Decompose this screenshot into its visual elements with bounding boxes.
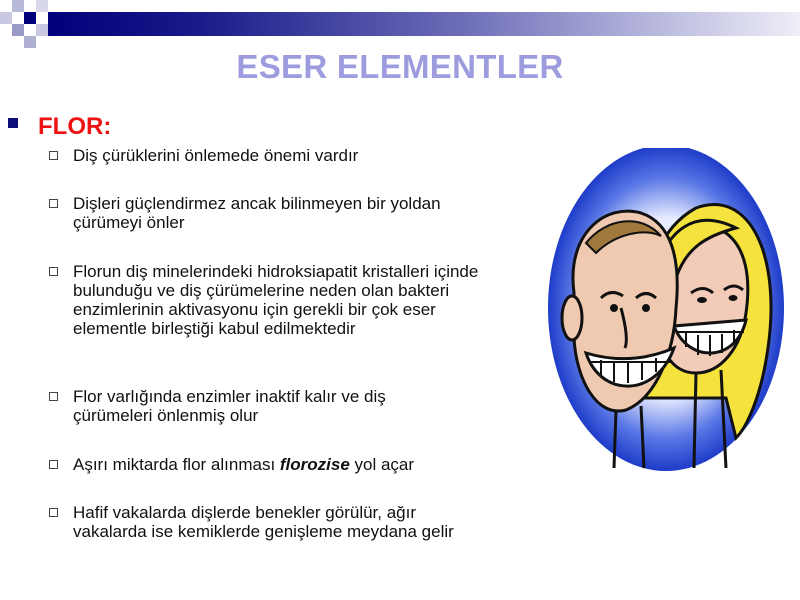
hollow-square-bullet-icon [49, 199, 58, 208]
sub-bullet-text: Hafif vakalarda dişlerde benekler görülür, ağır vakalarda ise kemiklerde genişleme meydana gelir [73, 503, 454, 541]
smiling-faces-illustration [546, 148, 786, 478]
sub-bullet-text: Flor varlığında enzimler inaktif kalır ve diş çürümeleri önlenmiş olur [73, 387, 386, 425]
sub-bullet-text: Dişleri güçlendirmez ancak bilinmeyen bir yoldan çürümeyi önler [73, 194, 441, 232]
sub-bullet-text: Florun diş minelerindeki hidroksiapatit kristalleri içinde bulunduğu ve diş çürümelerine neden olan bakteri enzimlerinin aktivasyonu için gerekli bir çok eser elementle birleştiği kabul edilmektedir [73, 262, 479, 338]
hollow-square-bullet-icon [49, 267, 58, 276]
slide-title: ESER ELEMENTLER [236, 48, 564, 85]
header-gradient-bar [48, 12, 800, 36]
hollow-square-bullet-icon [49, 508, 58, 517]
hollow-square-bullet-icon [49, 151, 58, 160]
sub-bullet-text-before: Aşırı miktarda flor alınması [73, 455, 280, 474]
hollow-square-bullet-icon [49, 460, 58, 469]
sub-bullet-emphasis: florozise [279, 455, 350, 474]
sub-bullet-text-after: yol açar [349, 455, 415, 474]
sub-bullet-text [73, 455, 503, 474]
main-bullet-square-icon [8, 118, 18, 128]
hollow-square-bullet-icon [49, 392, 58, 401]
main-bullet-label: FLOR: [38, 113, 112, 140]
sub-bullet-text: Diş çürüklerini önlemede önemi vardır [73, 146, 359, 165]
